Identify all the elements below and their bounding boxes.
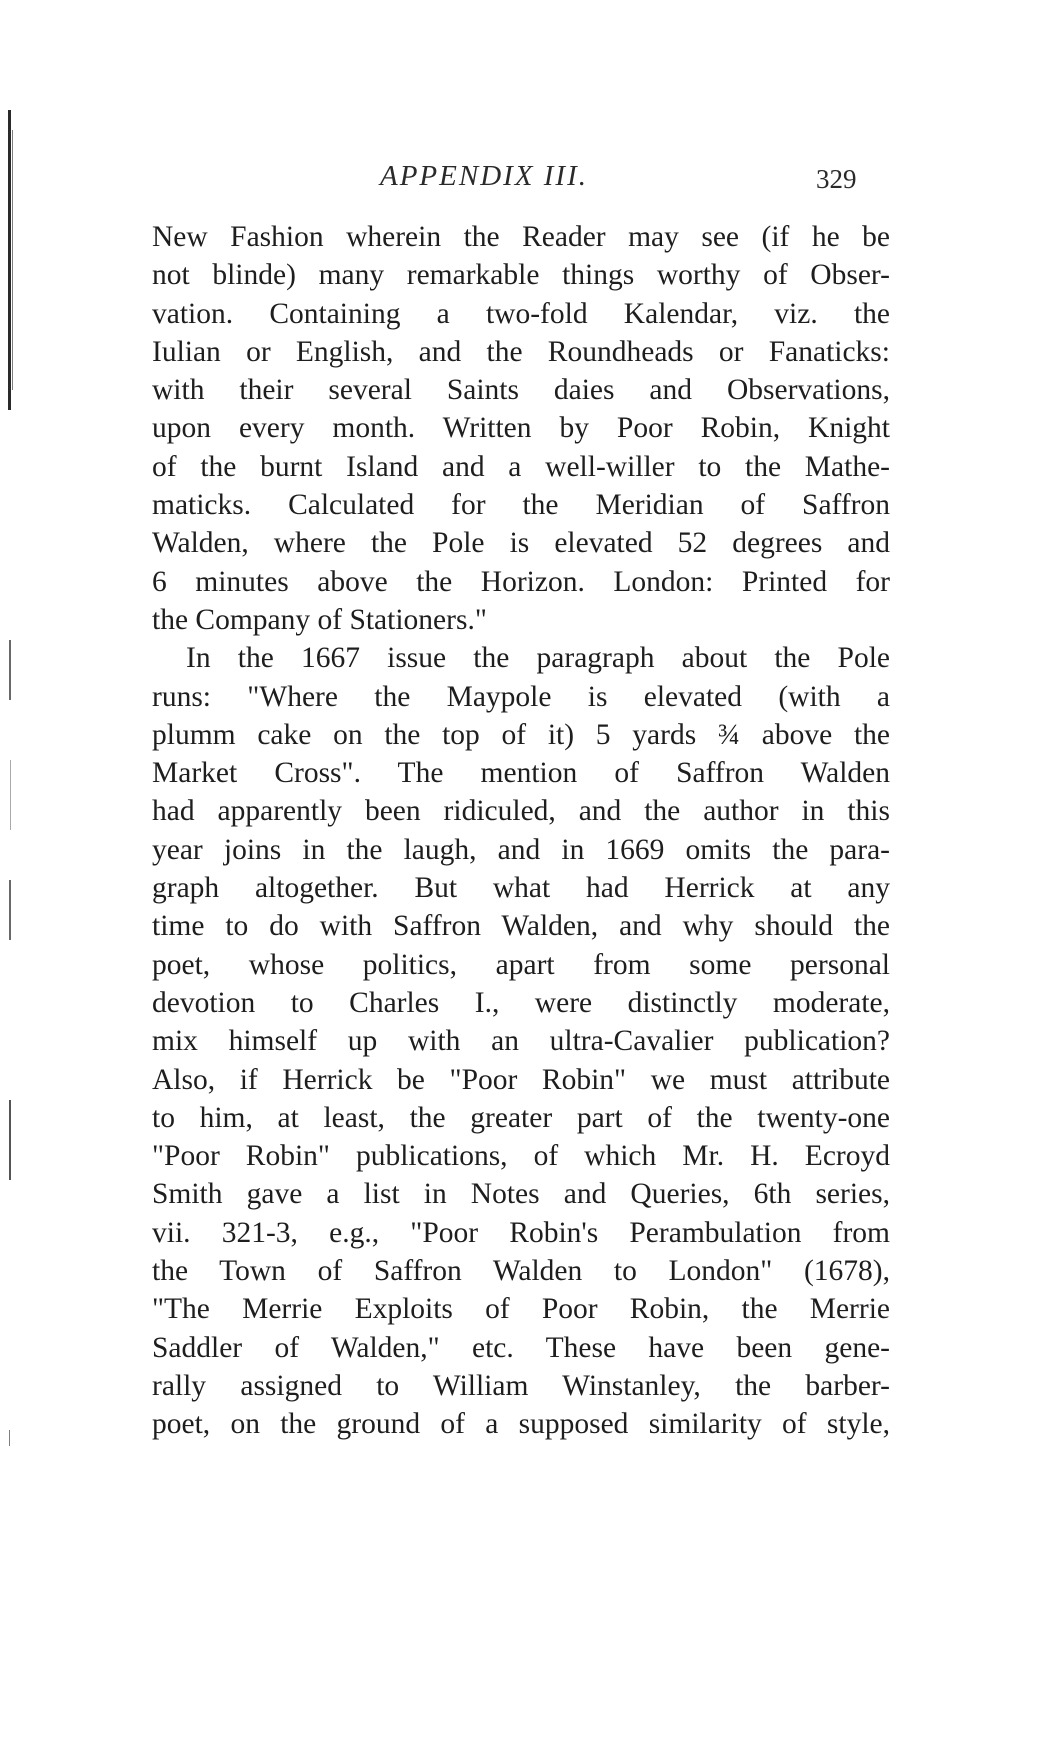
text-line: "Poor Robin" publications, of which Mr. H. Ecroyd [152, 1140, 890, 1173]
text-line: plumm cake on the top of it) 5 yards ¾ above the [152, 718, 890, 751]
text-line: devotion to Charles I., were distinctly moderate, [152, 986, 890, 1019]
text-line: runs: "Where the Maypole is elevated (with a [152, 680, 890, 713]
text-line: time to do with Saffron Walden, and why should the [152, 910, 890, 943]
text-line: poet, whose politics, apart from some personal [152, 948, 890, 981]
gutter-mark [9, 640, 11, 700]
gutter-mark [9, 1430, 10, 1446]
text-line: maticks. Calculated for the Meridian of Saffron [152, 489, 890, 522]
running-title: APPENDIX III. [380, 160, 588, 192]
text-line: Walden, where the Pole is elevated 52 degrees and [152, 527, 890, 560]
text-line: Iulian or English, and the Roundheads or Fanaticks: [152, 335, 890, 368]
text-line: the Company of Stationers." [152, 603, 487, 636]
scan-gutter-edge [0, 0, 20, 1761]
text-line: Saddler of Walden," etc. These have been gene- [152, 1331, 890, 1364]
text-line: upon every month. Written by Poor Robin, Knight [152, 412, 890, 445]
text-line: the Town of Saffron Walden to London" (1678), [152, 1255, 890, 1288]
text-line: vation. Containing a two-fold Kalendar, viz. the [152, 297, 890, 330]
gutter-mark [9, 1100, 11, 1180]
text-line: mix himself up with an ultra-Cavalier publication? [152, 1025, 890, 1058]
text-line: poet, on the ground of a supposed similarity of style, [152, 1408, 890, 1441]
gutter-mark [8, 110, 11, 410]
text-line: graph altogether. But what had Herrick at any [152, 872, 890, 905]
body-text [152, 218, 890, 1444]
text-line: Smith gave a list in Notes and Queries, 6th series, [152, 1178, 890, 1211]
text-line: Market Cross". The mention of Saffron Walden [152, 757, 890, 790]
gutter-mark [10, 760, 11, 830]
text-line: not blinde) many remarkable things worthy of Obser- [152, 259, 890, 292]
page-number: 329 [816, 164, 857, 194]
paragraph-continuation [152, 218, 890, 639]
text-line: vii. 321-3, e.g., "Poor Robin's Perambulation from [152, 1216, 890, 1249]
text-line: New Fashion wherein the Reader may see (if he be [152, 221, 890, 253]
gutter-mark [12, 130, 13, 390]
text-line: to him, at least, the greater part of the twenty-one [152, 1101, 890, 1134]
gutter-mark [9, 880, 11, 940]
text-line: In the 1667 issue the paragraph about the Pole [186, 642, 890, 675]
text-line: 6 minutes above the Horizon. London: Printed for [152, 565, 890, 598]
text-line: of the burnt Island and a well-willer to the Mathe- [152, 450, 890, 483]
text-line: with their several Saints daies and Observations, [152, 374, 890, 407]
text-line: Also, if Herrick be "Poor Robin" we must attribute [152, 1063, 890, 1096]
text-line: rally assigned to William Winstanley, the barber- [152, 1369, 890, 1402]
text-line: "The Merrie Exploits of Poor Robin, the Merrie [152, 1293, 890, 1326]
text-line: year joins in the laugh, and in 1669 omits the para- [152, 833, 890, 866]
paragraph-herrick [152, 639, 890, 1443]
text-line: had apparently been ridiculed, and the author in this [152, 795, 890, 828]
